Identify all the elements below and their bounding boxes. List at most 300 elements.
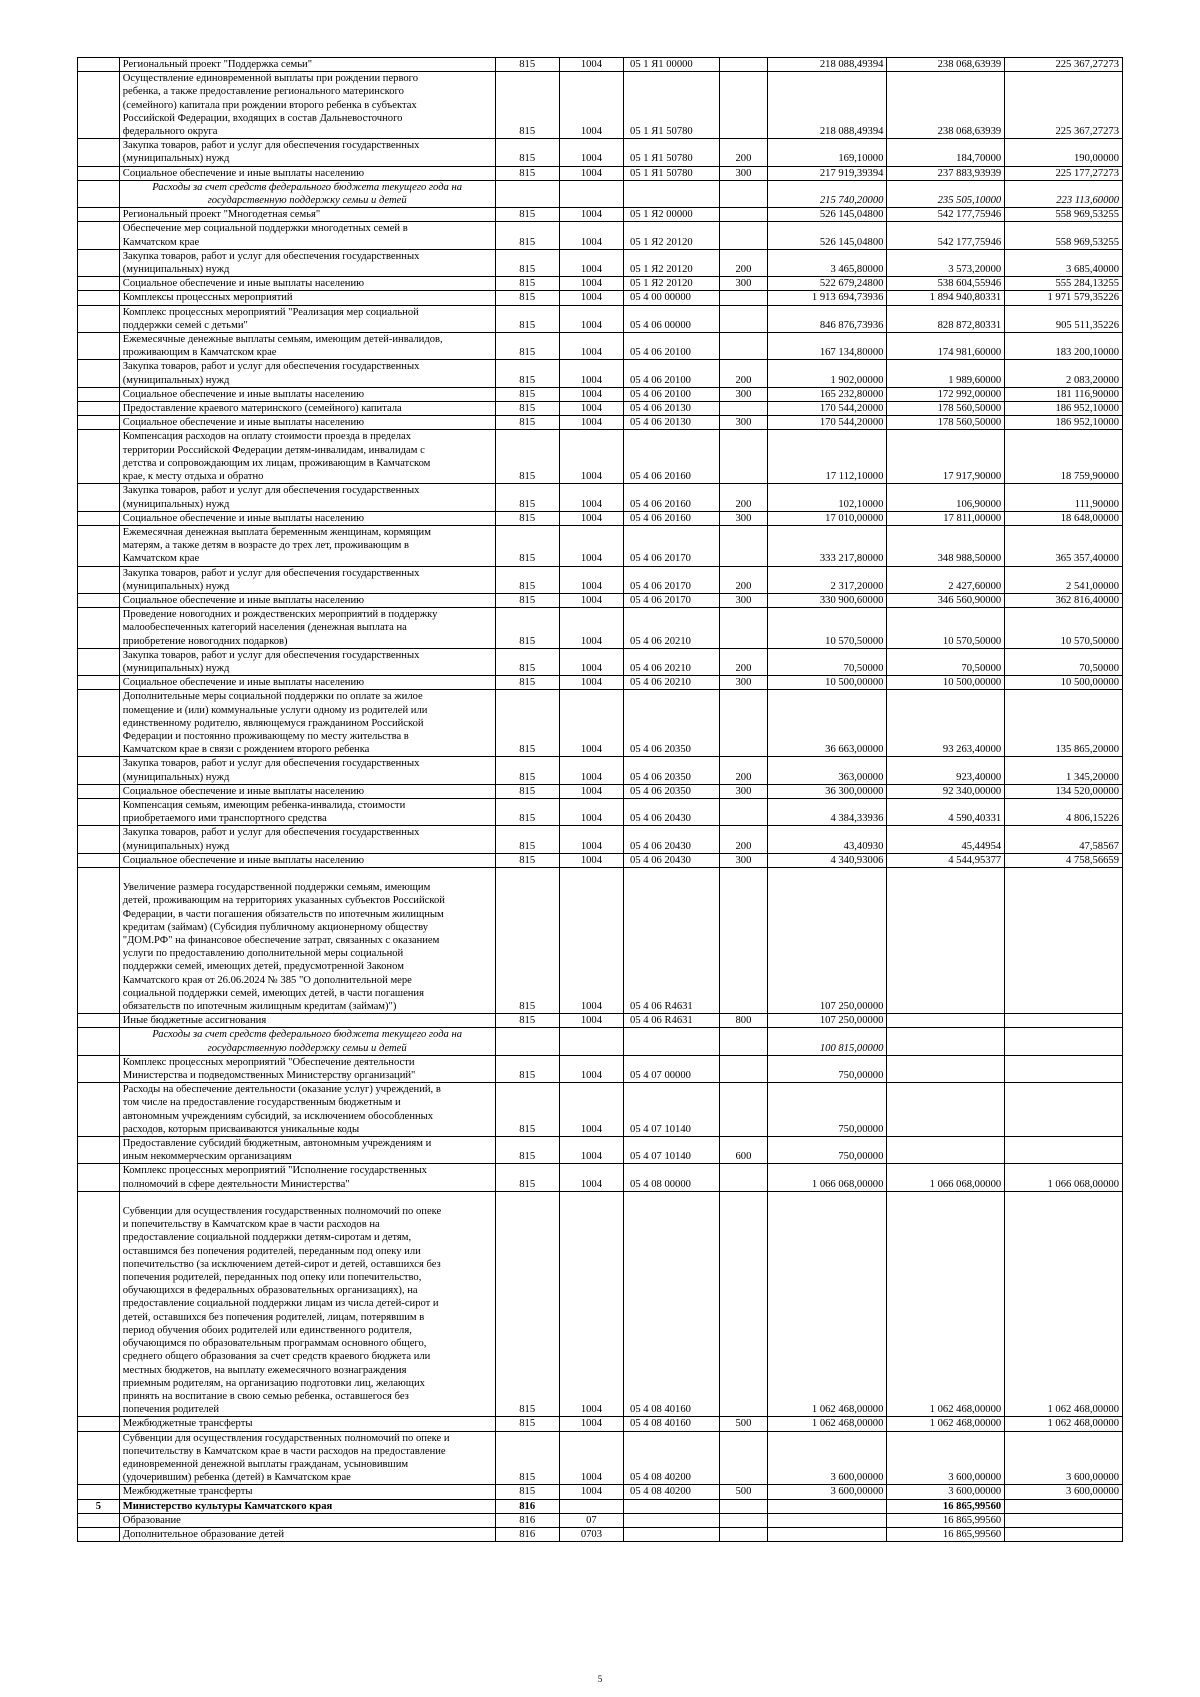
row-amount-year-1: 36 300,00000: [767, 784, 887, 798]
table-row: [78, 867, 1123, 1013]
row-target-code: 05 4 06 20350: [624, 784, 720, 798]
row-number: [78, 648, 120, 675]
row-section-code: 1004: [559, 484, 623, 511]
row-amount-year-1: 36 663,00000: [767, 690, 887, 757]
row-target-code: 05 1 Я1 00000: [624, 58, 720, 72]
table-row: [78, 853, 1123, 867]
row-amount-year-3: 70,50000: [1005, 648, 1123, 675]
row-admin-code: 815: [495, 430, 559, 484]
row-amount-year-1: 526 145,04800: [767, 208, 887, 222]
row-amount-year-2: 16 865,99560: [887, 1499, 1005, 1513]
row-amount-year-1: [767, 1527, 887, 1541]
row-number: [78, 1014, 120, 1028]
row-section-code: 1004: [559, 757, 623, 784]
row-amount-year-3: 1 345,20000: [1005, 757, 1123, 784]
row-expense-type: [720, 608, 767, 649]
row-amount-year-1: 169,10000: [767, 139, 887, 166]
row-admin-code: 815: [495, 1014, 559, 1028]
row-expense-type: [720, 180, 767, 207]
row-section-code: 1004: [559, 798, 623, 825]
row-amount-year-3: 18 759,90000: [1005, 430, 1123, 484]
table-row: [78, 305, 1123, 332]
row-amount-year-2: 346 560,90000: [887, 593, 1005, 607]
row-number: [78, 676, 120, 690]
row-expense-type: 300: [720, 166, 767, 180]
row-expense-type: [720, 72, 767, 139]
row-section-code: 1004: [559, 867, 623, 1013]
row-amount-year-1: 218 088,49394: [767, 58, 887, 72]
row-target-code: 05 4 06 20160: [624, 511, 720, 525]
row-name: Закупка товаров, работ и услуг для обеспечения государственных (муниципальных) нужд: [119, 484, 495, 511]
row-amount-year-3: 183 200,10000: [1005, 333, 1123, 360]
row-amount-year-1: 170 544,20000: [767, 416, 887, 430]
row-amount-year-3: 4 758,56659: [1005, 853, 1123, 867]
row-amount-year-3: 134 520,00000: [1005, 784, 1123, 798]
table-row: [78, 648, 1123, 675]
row-target-code: 05 4 06 20100: [624, 360, 720, 387]
row-number: [78, 608, 120, 649]
row-amount-year-2: 17 811,00000: [887, 511, 1005, 525]
row-amount-year-2: 4 590,40331: [887, 798, 1005, 825]
row-name: Комплексы процессных мероприятий: [119, 291, 495, 305]
row-expense-type: 200: [720, 249, 767, 276]
row-admin-code: 816: [495, 1527, 559, 1541]
row-amount-year-2: 3 573,20000: [887, 249, 1005, 276]
row-number: [78, 1055, 120, 1082]
row-amount-year-3: 18 648,00000: [1005, 511, 1123, 525]
row-name: Осуществление единовременной выплаты при рождении первого ребенка, а также предоставление регионального материнского (семейного) капитала при рождении второго ребенка в субъектах Российской Федерации, входящих в состав Дальневосточного федерального округа: [119, 72, 495, 139]
row-number: [78, 333, 120, 360]
table-row: [78, 1499, 1123, 1513]
row-amount-year-1: 363,00000: [767, 757, 887, 784]
table-row: [78, 1527, 1123, 1541]
row-amount-year-1: 215 740,20000: [767, 180, 887, 207]
row-section-code: 1004: [559, 430, 623, 484]
row-amount-year-2: [887, 1055, 1005, 1082]
row-expense-type: [720, 291, 767, 305]
budget-table: [77, 57, 1123, 1542]
row-amount-year-3: [1005, 1527, 1123, 1541]
row-section-code: 1004: [559, 1417, 623, 1431]
table-row: [78, 1431, 1123, 1485]
row-number: [78, 222, 120, 249]
row-number: 5: [78, 1499, 120, 1513]
row-admin-code: 815: [495, 1137, 559, 1164]
row-admin-code: 815: [495, 416, 559, 430]
row-expense-type: [720, 430, 767, 484]
row-expense-type: 300: [720, 416, 767, 430]
row-amount-year-3: 1 062 468,00000: [1005, 1191, 1123, 1416]
table-body: [78, 58, 1123, 1542]
row-amount-year-1: 1 062 468,00000: [767, 1191, 887, 1416]
row-expense-type: [720, 1499, 767, 1513]
row-amount-year-1: 2 317,20000: [767, 566, 887, 593]
table-row: [78, 690, 1123, 757]
row-name: Социальное обеспечение и иные выплаты населению: [119, 853, 495, 867]
row-admin-code: 815: [495, 222, 559, 249]
row-amount-year-3: 47,58567: [1005, 826, 1123, 853]
row-target-code: 05 4 08 00000: [624, 1164, 720, 1191]
row-amount-year-2: 1 894 940,80331: [887, 291, 1005, 305]
row-number: [78, 1191, 120, 1416]
row-section-code: 1004: [559, 1083, 623, 1137]
row-expense-type: [720, 525, 767, 566]
row-section-code: 1004: [559, 208, 623, 222]
row-name: Закупка товаров, работ и услуг для обеспечения государственных (муниципальных) нужд: [119, 757, 495, 784]
row-name: Предоставление краевого материнского (семейного) капитала: [119, 402, 495, 416]
row-amount-year-3: 225 177,27273: [1005, 166, 1123, 180]
row-section-code: 1004: [559, 784, 623, 798]
row-number: [78, 1028, 120, 1055]
row-section-code: 1004: [559, 277, 623, 291]
row-target-code: 05 4 06 20210: [624, 608, 720, 649]
row-section-code: 1004: [559, 72, 623, 139]
row-amount-year-3: [1005, 867, 1123, 1013]
row-expense-type: [720, 867, 767, 1013]
row-number: [78, 566, 120, 593]
row-section-code: 1004: [559, 166, 623, 180]
row-expense-type: [720, 222, 767, 249]
row-admin-code: [495, 180, 559, 207]
row-amount-year-3: 558 969,53255: [1005, 222, 1123, 249]
row-section-code: 1004: [559, 676, 623, 690]
row-number: [78, 511, 120, 525]
table-row: [78, 1028, 1123, 1055]
row-admin-code: 815: [495, 608, 559, 649]
row-expense-type: [720, 798, 767, 825]
row-target-code: 05 4 06 R4631: [624, 1014, 720, 1028]
row-admin-code: 815: [495, 690, 559, 757]
row-target-code: 05 4 06 20100: [624, 387, 720, 401]
row-amount-year-2: 3 600,00000: [887, 1431, 1005, 1485]
row-admin-code: 815: [495, 58, 559, 72]
row-section-code: 1004: [559, 416, 623, 430]
row-amount-year-3: 10 570,50000: [1005, 608, 1123, 649]
table-row: [78, 222, 1123, 249]
row-amount-year-1: 100 815,00000: [767, 1028, 887, 1055]
row-amount-year-2: [887, 1028, 1005, 1055]
row-amount-year-2: 2 427,60000: [887, 566, 1005, 593]
row-target-code: 05 4 07 10140: [624, 1137, 720, 1164]
row-expense-type: [720, 1083, 767, 1137]
table-row: [78, 72, 1123, 139]
row-number: [78, 826, 120, 853]
row-amount-year-2: 538 604,55946: [887, 277, 1005, 291]
row-number: [78, 1417, 120, 1431]
row-expense-type: [720, 1164, 767, 1191]
row-amount-year-2: 235 505,10000: [887, 180, 1005, 207]
row-number: [78, 798, 120, 825]
row-amount-year-2: [887, 867, 1005, 1013]
row-section-code: 07: [559, 1513, 623, 1527]
row-target-code: 05 4 06 20210: [624, 676, 720, 690]
table-row: [78, 360, 1123, 387]
row-section-code: 1004: [559, 402, 623, 416]
row-section-code: 1004: [559, 826, 623, 853]
row-amount-year-1: 1 062 468,00000: [767, 1417, 887, 1431]
row-admin-code: 816: [495, 1499, 559, 1513]
row-name: Субвенции для осуществления государственных полномочий по опеке и попечительству в Камчатском крае в части расходов на предоставление единовременной денежной выплаты гражданам, усыновившим (удочерившим) ребенка (детей) в Камчатском крае: [119, 1431, 495, 1485]
row-admin-code: 815: [495, 249, 559, 276]
row-target-code: 05 4 06 20170: [624, 525, 720, 566]
row-number: [78, 360, 120, 387]
row-amount-year-2: 1 989,60000: [887, 360, 1005, 387]
row-section-code: [559, 1028, 623, 1055]
row-name: Министерство культуры Камчатского края: [119, 1499, 495, 1513]
row-expense-type: [720, 1513, 767, 1527]
table-row: [78, 166, 1123, 180]
row-name: Дополнительные меры социальной поддержки по оплате за жилое помещение и (или) коммунальные услуги одному из родителей или единственному родителю, являющемуся гражданином Российской Федерации и постоянно проживающему по месту жительства в Камчатском крае в связи с рождением второго ребенка: [119, 690, 495, 757]
row-target-code: [624, 1513, 720, 1527]
row-amount-year-3: 111,90000: [1005, 484, 1123, 511]
row-number: [78, 166, 120, 180]
row-amount-year-2: 184,70000: [887, 139, 1005, 166]
row-amount-year-1: 3 465,80000: [767, 249, 887, 276]
row-admin-code: 815: [495, 333, 559, 360]
row-admin-code: 815: [495, 784, 559, 798]
row-expense-type: 300: [720, 593, 767, 607]
row-admin-code: 815: [495, 853, 559, 867]
row-amount-year-3: 10 500,00000: [1005, 676, 1123, 690]
row-admin-code: 815: [495, 72, 559, 139]
row-admin-code: 815: [495, 676, 559, 690]
row-expense-type: [720, 1191, 767, 1416]
row-amount-year-1: 170 544,20000: [767, 402, 887, 416]
row-amount-year-1: [767, 1513, 887, 1527]
row-number: [78, 690, 120, 757]
row-admin-code: [495, 1028, 559, 1055]
row-admin-code: 815: [495, 387, 559, 401]
row-target-code: 05 1 Я1 50780: [624, 139, 720, 166]
row-number: [78, 484, 120, 511]
row-section-code: 1004: [559, 1485, 623, 1499]
row-number: [78, 430, 120, 484]
row-target-code: 05 4 07 10140: [624, 1083, 720, 1137]
row-admin-code: 815: [495, 757, 559, 784]
row-amount-year-2: 178 560,50000: [887, 402, 1005, 416]
row-target-code: 05 4 06 00000: [624, 305, 720, 332]
row-admin-code: 815: [495, 511, 559, 525]
row-name: Социальное обеспечение и иные выплаты населению: [119, 511, 495, 525]
row-admin-code: 815: [495, 277, 559, 291]
row-admin-code: 815: [495, 1485, 559, 1499]
row-amount-year-2: 348 988,50000: [887, 525, 1005, 566]
row-section-code: 1004: [559, 566, 623, 593]
row-amount-year-3: 3 600,00000: [1005, 1431, 1123, 1485]
row-amount-year-3: [1005, 1513, 1123, 1527]
row-admin-code: 815: [495, 798, 559, 825]
row-number: [78, 416, 120, 430]
row-target-code: 05 4 06 20170: [624, 566, 720, 593]
row-amount-year-1: 333 217,80000: [767, 525, 887, 566]
row-amount-year-3: 225 367,27273: [1005, 58, 1123, 72]
table-row: [78, 1137, 1123, 1164]
row-admin-code: 815: [495, 305, 559, 332]
table-row: [78, 291, 1123, 305]
row-admin-code: 815: [495, 484, 559, 511]
row-amount-year-1: 526 145,04800: [767, 222, 887, 249]
row-section-code: 1004: [559, 1014, 623, 1028]
row-target-code: 05 4 08 40200: [624, 1485, 720, 1499]
row-section-code: 1004: [559, 360, 623, 387]
row-name: Социальное обеспечение и иные выплаты населению: [119, 593, 495, 607]
row-admin-code: 815: [495, 402, 559, 416]
row-target-code: 05 4 08 40160: [624, 1191, 720, 1416]
row-amount-year-2: 10 570,50000: [887, 608, 1005, 649]
row-number: [78, 757, 120, 784]
row-name: Региональный проект "Поддержка семьи": [119, 58, 495, 72]
row-name: Комплекс процессных мероприятий "Исполнение государственных полномочий в сфере деятельности Министерства": [119, 1164, 495, 1191]
row-name: Субвенции для осуществления государственных полномочий по опеке и попечительству в Камчатском крае в части расходов на предоставление социальной поддержки детям-сиротам и детям, оставшимся без попечения родителей, переданным под опеку или попечительство (за исключением детей-сирот и детей, оставшихся без попечения родителей, переданных под опеку или попечительство, обучающихся в федеральных образовательных организациях), на предоставление социальной поддержки лицам из числа детей-сирот и детей, оставшихся без попечения родителей, лицам, потерявшим в период обучения обоих родителей или единственного родителя, обучающимся по образовательным программам основного общего, среднего общего образования за счет средств краевого бюджета или местных бюджетов, на выплату ежемесячного вознаграждения приемным родителям, на организацию подготовки лиц, желающих принять на воспитание в свою семью ребенка, оставшегося без попечения родителей: [119, 1191, 495, 1416]
row-number: [78, 593, 120, 607]
row-target-code: 05 4 06 20130: [624, 402, 720, 416]
row-amount-year-2: 238 068,63939: [887, 58, 1005, 72]
row-expense-type: 200: [720, 484, 767, 511]
row-amount-year-2: 45,44954: [887, 826, 1005, 853]
row-amount-year-1: 218 088,49394: [767, 72, 887, 139]
row-section-code: 1004: [559, 853, 623, 867]
table-row: [78, 484, 1123, 511]
row-admin-code: 815: [495, 360, 559, 387]
row-amount-year-2: 4 544,95377: [887, 853, 1005, 867]
row-section-code: 1004: [559, 525, 623, 566]
row-amount-year-2: 237 883,93939: [887, 166, 1005, 180]
table-row: [78, 525, 1123, 566]
row-target-code: 05 4 06 20210: [624, 648, 720, 675]
row-amount-year-3: [1005, 1055, 1123, 1082]
row-name: Социальное обеспечение и иные выплаты населению: [119, 416, 495, 430]
row-amount-year-1: 10 500,00000: [767, 676, 887, 690]
row-admin-code: 815: [495, 166, 559, 180]
row-amount-year-3: 190,00000: [1005, 139, 1123, 166]
row-name: Проведение новогодних и рождественских мероприятий в поддержку малообеспеченных категорий населения (денежная выплата на приобретение новогодних подарков): [119, 608, 495, 649]
row-amount-year-2: [887, 1083, 1005, 1137]
row-amount-year-2: 70,50000: [887, 648, 1005, 675]
row-name: Компенсация расходов на оплату стоимости проезда в пределах территории Российской Федерации детям-инвалидам, инвалидам с детства и сопровождающим их лицам, проживающим в Камчатском крае, к месту отдыха и обратно: [119, 430, 495, 484]
row-section-code: 1004: [559, 139, 623, 166]
row-name: Иные бюджетные ассигнования: [119, 1014, 495, 1028]
row-amount-year-2: 1 062 468,00000: [887, 1417, 1005, 1431]
row-target-code: 05 4 06 20430: [624, 798, 720, 825]
row-amount-year-2: 10 500,00000: [887, 676, 1005, 690]
row-amount-year-2: 828 872,80331: [887, 305, 1005, 332]
row-amount-year-2: 172 992,00000: [887, 387, 1005, 401]
row-target-code: [624, 1028, 720, 1055]
row-expense-type: [720, 1527, 767, 1541]
row-expense-type: [720, 1055, 767, 1082]
row-number: [78, 72, 120, 139]
row-expense-type: [720, 58, 767, 72]
row-section-code: [559, 1499, 623, 1513]
row-section-code: 1004: [559, 291, 623, 305]
row-section-code: 1004: [559, 1191, 623, 1416]
row-name: Комплекс процессных мероприятий "Обеспечение деятельности Министерства и подведомственных Министерству организаций": [119, 1055, 495, 1082]
row-section-code: 1004: [559, 1137, 623, 1164]
row-amount-year-3: 2 541,00000: [1005, 566, 1123, 593]
row-amount-year-1: 330 900,60000: [767, 593, 887, 607]
table-row: [78, 333, 1123, 360]
row-number: [78, 291, 120, 305]
table-row: [78, 566, 1123, 593]
row-target-code: 05 4 08 40200: [624, 1431, 720, 1485]
table-row: [78, 208, 1123, 222]
row-amount-year-1: 750,00000: [767, 1083, 887, 1137]
row-admin-code: 815: [495, 826, 559, 853]
row-expense-type: 200: [720, 139, 767, 166]
row-name: Ежемесячные денежные выплаты семьям, имеющим детей-инвалидов, проживающим в Камчатском крае: [119, 333, 495, 360]
row-amount-year-3: 4 806,15226: [1005, 798, 1123, 825]
row-target-code: 05 4 06 20130: [624, 416, 720, 430]
row-expense-type: 200: [720, 648, 767, 675]
row-expense-type: [720, 690, 767, 757]
row-target-code: 05 4 06 20350: [624, 690, 720, 757]
row-target-code: 05 1 Я2 20120: [624, 249, 720, 276]
row-name: Закупка товаров, работ и услуг для обеспечения государственных (муниципальных) нужд: [119, 360, 495, 387]
row-target-code: 05 1 Я1 50780: [624, 72, 720, 139]
row-amount-year-2: 923,40000: [887, 757, 1005, 784]
row-target-code: 05 1 Я2 00000: [624, 208, 720, 222]
row-name: Закупка товаров, работ и услуг для обеспечения государственных (муниципальных) нужд: [119, 826, 495, 853]
row-amount-year-3: 1 062 468,00000: [1005, 1417, 1123, 1431]
table-row: [78, 277, 1123, 291]
row-expense-type: [720, 1028, 767, 1055]
row-amount-year-3: [1005, 1083, 1123, 1137]
row-name: Расходы на обеспечение деятельности (оказание услуг) учреждений, в том числе на предоставление государственным бюджетным и автономным учреждениям субсидий, за исключением обособленных расходов, которым присваиваются уникальные коды: [119, 1083, 495, 1137]
row-expense-type: 300: [720, 853, 767, 867]
row-amount-year-3: 181 116,90000: [1005, 387, 1123, 401]
row-admin-code: 815: [495, 1055, 559, 1082]
row-expense-type: [720, 208, 767, 222]
row-amount-year-2: 542 177,75946: [887, 222, 1005, 249]
row-amount-year-2: 174 981,60000: [887, 333, 1005, 360]
table-row: [78, 608, 1123, 649]
row-amount-year-3: 186 952,10000: [1005, 402, 1123, 416]
row-section-code: 1004: [559, 249, 623, 276]
row-amount-year-2: [887, 1137, 1005, 1164]
row-section-code: 1004: [559, 1055, 623, 1082]
row-number: [78, 277, 120, 291]
row-amount-year-1: 750,00000: [767, 1055, 887, 1082]
row-amount-year-2: 238 068,63939: [887, 72, 1005, 139]
row-amount-year-1: 17 112,10000: [767, 430, 887, 484]
row-target-code: 05 4 00 00000: [624, 291, 720, 305]
row-section-code: 1004: [559, 511, 623, 525]
row-amount-year-1: [767, 1499, 887, 1513]
row-number: [78, 1083, 120, 1137]
row-target-code: 05 1 Я2 20120: [624, 277, 720, 291]
row-number: [78, 1164, 120, 1191]
row-section-code: 1004: [559, 333, 623, 360]
row-admin-code: 815: [495, 566, 559, 593]
row-number: [78, 867, 120, 1013]
row-amount-year-3: 905 511,35226: [1005, 305, 1123, 332]
row-number: [78, 1137, 120, 1164]
table-row: [78, 1055, 1123, 1082]
row-target-code: 05 1 Я1 50780: [624, 166, 720, 180]
row-number: [78, 208, 120, 222]
row-name: Образование: [119, 1513, 495, 1527]
table-row: [78, 1417, 1123, 1431]
row-amount-year-1: 10 570,50000: [767, 608, 887, 649]
row-section-code: 1004: [559, 608, 623, 649]
row-target-code: 05 4 07 00000: [624, 1055, 720, 1082]
row-number: [78, 249, 120, 276]
row-target-code: 05 4 06 20160: [624, 484, 720, 511]
row-amount-year-3: 225 367,27273: [1005, 72, 1123, 139]
row-target-code: 05 4 08 40160: [624, 1417, 720, 1431]
row-number: [78, 525, 120, 566]
row-number: [78, 180, 120, 207]
